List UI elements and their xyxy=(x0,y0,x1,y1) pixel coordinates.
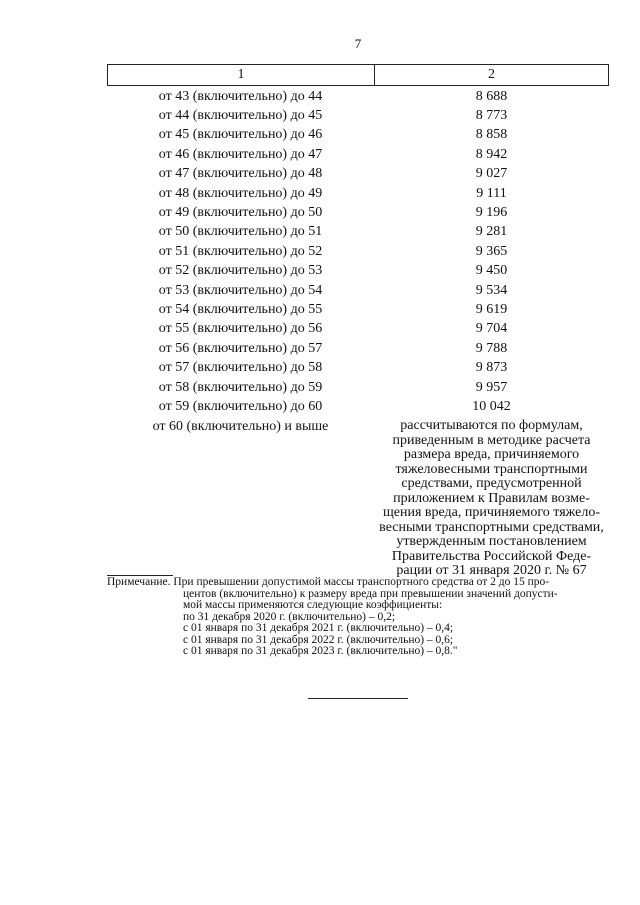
end-divider xyxy=(308,698,408,699)
value-cell: 9 619 xyxy=(475,301,508,317)
value-cell: 9 281 xyxy=(475,224,508,240)
note-line: центов (включительно) к размеру вреда при превышении значений допусти- xyxy=(183,587,558,600)
range-cell: от 51 (включительно) до 52 xyxy=(158,243,323,259)
value-cell: 9 873 xyxy=(475,360,508,376)
value-cell: 8 942 xyxy=(475,146,508,162)
value-cell: 8 688 xyxy=(475,88,508,104)
table-row xyxy=(107,378,609,397)
value-cell: 9 450 xyxy=(475,263,508,279)
value-cell: 8 773 xyxy=(475,108,508,124)
table-header xyxy=(107,64,609,86)
table-row xyxy=(107,203,609,222)
value-cell: 9 704 xyxy=(475,321,508,337)
value-cell: 9 196 xyxy=(475,205,508,221)
range-cell: от 58 (включительно) до 59 xyxy=(158,379,323,395)
formula-text-line: Правительства Российской Феде- xyxy=(391,548,592,564)
note-line: мой массы применяются следующие коэффициенты: xyxy=(183,599,443,611)
table-row-last xyxy=(107,419,609,579)
page-number: 7 xyxy=(354,36,362,51)
formula-text-line: размера вреда, причиняемого xyxy=(403,447,580,462)
range-cell: от 49 (включительно) до 50 xyxy=(158,205,323,221)
value-cell: 9 957 xyxy=(475,379,508,395)
formula-text-cell xyxy=(374,419,609,579)
footnote xyxy=(107,577,609,658)
table-row xyxy=(107,165,609,184)
formula-text-line: средствами, предусмотренной xyxy=(401,476,582,491)
value-cell: 9 788 xyxy=(475,340,508,356)
formula-text-line: весными транспортными средствами, xyxy=(379,519,604,535)
range-cell: от 55 (включительно) до 56 xyxy=(158,321,323,337)
range-cell: от 46 (включительно) до 47 xyxy=(158,146,323,162)
value-cell: 9 365 xyxy=(475,243,508,259)
formula-text-line: тяжеловесными транспортными xyxy=(395,461,588,477)
value-cell: 10 042 xyxy=(472,398,511,414)
table-row xyxy=(107,87,609,106)
table-row xyxy=(107,339,609,358)
formula-text-line: рассчитываются по формулам, xyxy=(400,418,583,433)
range-cell: от 47 (включительно) до 48 xyxy=(158,166,323,182)
table-row xyxy=(107,300,609,319)
table-body xyxy=(107,87,609,417)
range-cell: от 48 (включительно) до 49 xyxy=(158,185,323,201)
note-line: с 01 января по 31 декабря 2023 г. (включительно) – 0,8." xyxy=(183,645,458,657)
table-row xyxy=(107,281,609,300)
formula-text-line: утвержденным постановлением xyxy=(396,534,587,549)
table-row xyxy=(107,126,609,145)
table-row xyxy=(107,262,609,281)
value-cell: 9 111 xyxy=(476,185,507,201)
range-cell: от 52 (включительно) до 53 xyxy=(158,263,323,279)
note-line: по 31 декабря 2020 г. (включительно) – 0,2; xyxy=(183,610,396,623)
range-cell: от 43 (включительно) до 44 xyxy=(158,88,323,104)
range-cell: от 56 (включительно) до 57 xyxy=(158,340,323,356)
value-cell: 9 534 xyxy=(475,282,508,298)
formula-text-line: рации от 31 января 2020 г. № 67 xyxy=(396,563,587,578)
value-cell: 8 858 xyxy=(475,127,508,143)
range-cell: от 53 (включительно) до 54 xyxy=(158,282,323,298)
formula-text-line: щения вреда, причиняемого тяжело- xyxy=(382,505,601,520)
note-line: с 01 января по 31 декабря 2022 г. (включительно) – 0,6; xyxy=(183,633,454,646)
range-cell: от 57 (включительно) до 58 xyxy=(158,360,323,376)
note-line: с 01 января по 31 декабря 2021 г. (включительно) – 0,4; xyxy=(183,622,454,634)
table-row xyxy=(107,358,609,377)
table-row xyxy=(107,106,609,125)
range-cell: от 44 (включительно) до 45 xyxy=(158,108,323,124)
table-row xyxy=(107,145,609,164)
range-cell: от 45 (включительно) до 46 xyxy=(158,127,323,143)
table-row xyxy=(107,320,609,339)
table-row xyxy=(107,397,609,416)
formula-text-line: приведенным в методике расчета xyxy=(392,432,591,448)
range-cell: от 50 (включительно) до 51 xyxy=(158,224,323,240)
column-header-2: 2 xyxy=(488,67,495,82)
column-header-1: 1 xyxy=(108,65,375,85)
table-row xyxy=(107,242,609,261)
note-line: Примечание. При превышении допустимой массы транспортного средства от 2 до 15 про- xyxy=(107,576,550,588)
table-row xyxy=(107,223,609,242)
formula-text-line: приложением к Правилам возме- xyxy=(393,490,590,506)
range-cell: от 60 (включительно) и выше xyxy=(152,419,329,434)
range-cell: от 54 (включительно) до 55 xyxy=(158,301,323,317)
table-row xyxy=(107,184,609,203)
value-cell: 9 027 xyxy=(475,166,508,182)
range-cell: от 59 (включительно) до 60 xyxy=(158,398,323,414)
